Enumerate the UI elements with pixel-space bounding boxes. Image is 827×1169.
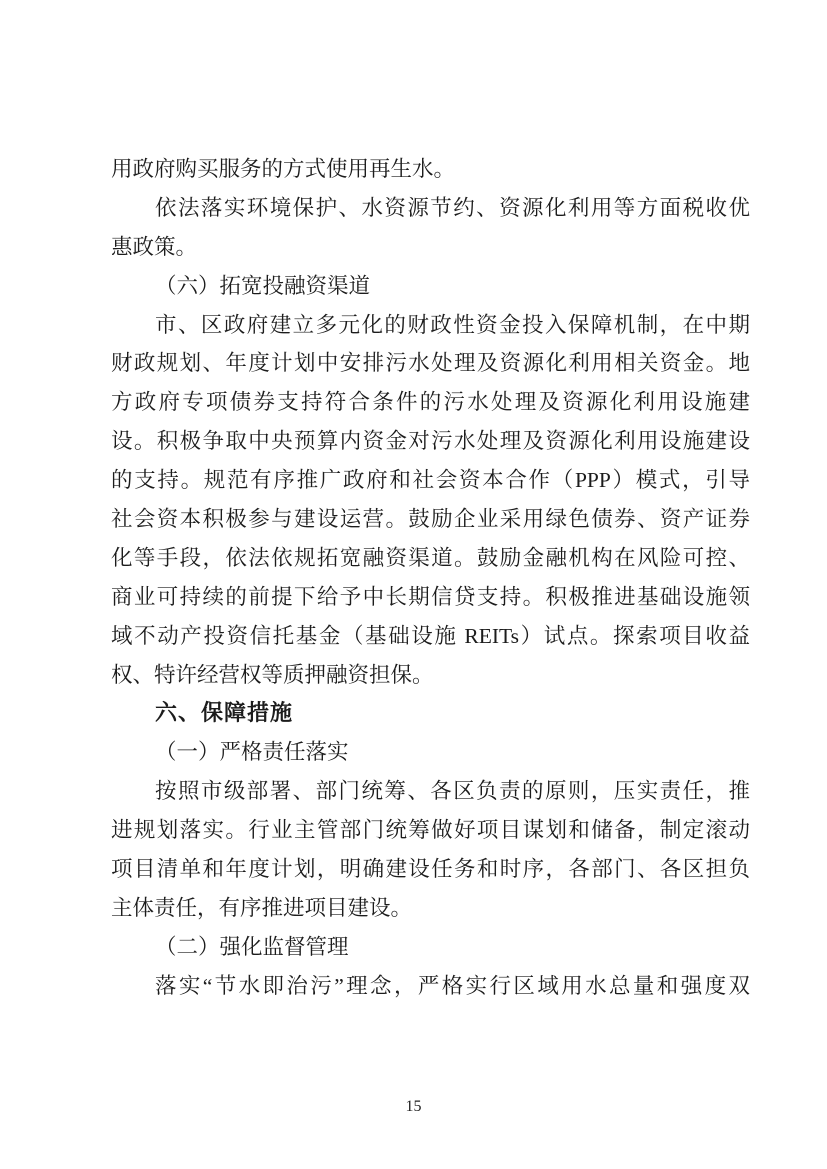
body-line: 用政府购买服务的方式使用再生水。 [111, 157, 456, 181]
body-line: 权、特许经营权等质押融资担保。 [111, 662, 434, 687]
body-line: 方政府专项债券支持符合条件的污水处理及资源化利用设施建 [111, 390, 750, 415]
body-line: 域不动产投资信托基金（基础设施 REITs）试点。探索项目收益 [111, 623, 750, 648]
body-paragraph [111, 150, 750, 189]
subsection-heading-paragraph [111, 928, 750, 967]
body-line: 惠政策。 [111, 234, 198, 259]
section-heading: 六、保障措施 [155, 700, 294, 726]
body-line: 主体责任，有序推进项目建设。 [111, 895, 413, 920]
body-paragraph [111, 306, 750, 695]
body-paragraph [111, 772, 750, 928]
body-line: 项目清单和年度计划，明确建设任务和时序，各部门、各区担负 [111, 857, 750, 882]
subsection-heading: （一）严格责任落实 [155, 740, 349, 765]
subsection-heading-paragraph [111, 267, 750, 306]
body-line: 化等手段，依法依规拓宽融资渠道。鼓励金融机构在风险可控、 [111, 545, 750, 570]
subsection-heading: （六）拓宽投融资渠道 [155, 273, 371, 298]
body-line: 落实“节水即治污”理念，严格实行区域用水总量和强度双 [155, 973, 750, 998]
subsection-heading-paragraph [111, 733, 750, 772]
subsection-heading: （二）强化监督管理 [155, 934, 349, 959]
body-line: 按照市级部署、部门统筹、各区负责的原则，压实责任，推 [155, 779, 750, 804]
body-line: 进规划落实。行业主管部门统筹做好项目谋划和储备，制定滚动 [111, 818, 750, 843]
body-line: 的支持。规范有序推广政府和社会资本合作（PPP）模式，引导 [111, 468, 750, 493]
body-line: 依法落实环境保护、水资源节约、资源化利用等方面税收优 [155, 195, 750, 220]
page-number: 15 [405, 1098, 422, 1115]
body-line: 商业可持续的前提下给予中长期信贷支持。积极推进基础设施领 [111, 584, 750, 609]
section-heading-paragraph [111, 694, 750, 733]
body-line: 设。积极争取中央预算内资金对污水处理及资源化利用设施建设 [111, 429, 750, 454]
body-line: 财政规划、年度计划中安排污水处理及资源化利用相关资金。地 [111, 351, 750, 376]
text-block [111, 150, 750, 1006]
body-line: 社会资本积极参与建设运营。鼓励企业采用绿色债券、资产证券 [111, 507, 750, 532]
body-line: 市、区政府建立多元化的财政性资金投入保障机制，在中期 [155, 312, 750, 337]
body-paragraph [111, 189, 750, 267]
body-paragraph [111, 967, 750, 1006]
